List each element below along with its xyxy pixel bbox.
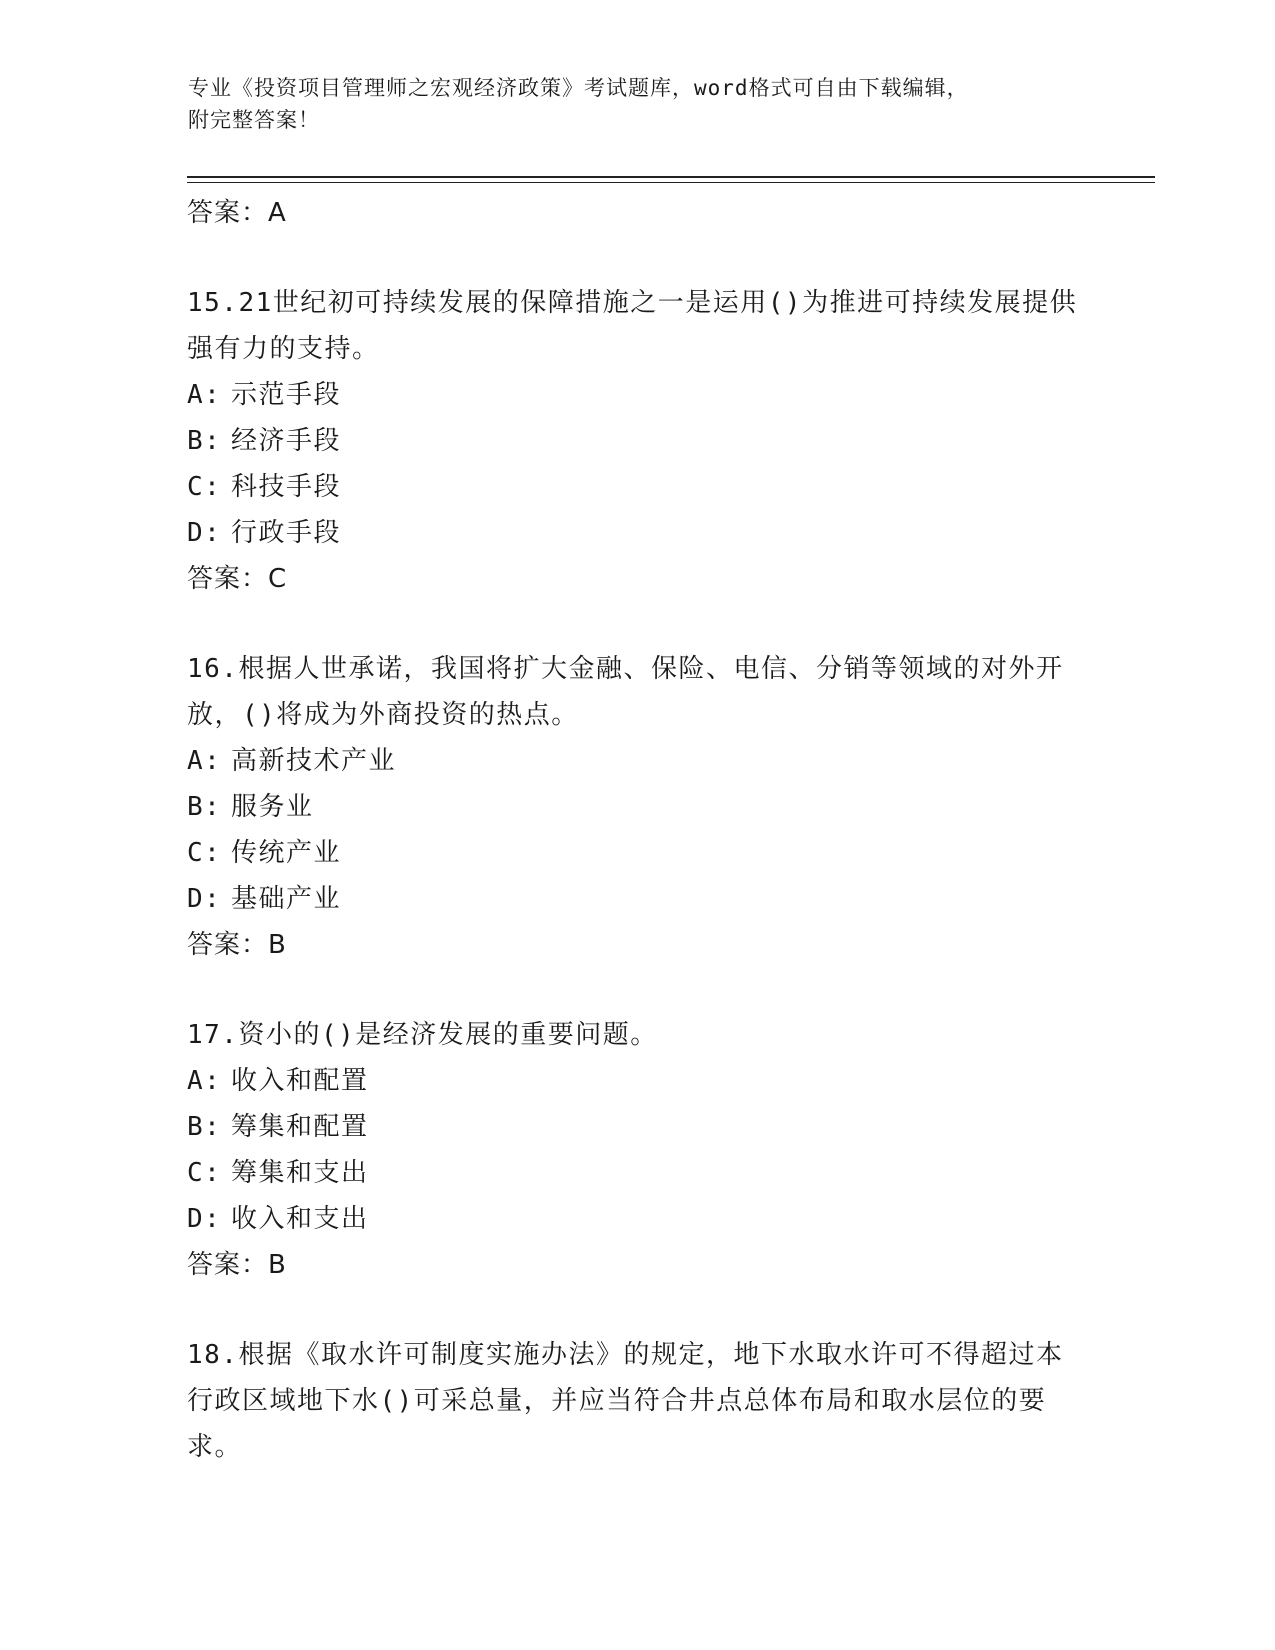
- option-key: B:: [187, 792, 222, 822]
- option-key: D:: [187, 884, 222, 914]
- question-text: [187, 1332, 1087, 1470]
- option-b: [187, 418, 1087, 464]
- option-text: 高新技术产业: [231, 746, 397, 776]
- answer-line: 答案：A: [187, 198, 287, 228]
- answer-line: 答案：C: [187, 564, 288, 594]
- question-body: 资小的()是经济发展的重要问题。: [238, 1020, 658, 1050]
- option-key: C:: [187, 1158, 222, 1188]
- option-c: [187, 464, 1087, 510]
- option-a: [187, 738, 1087, 784]
- question-body: 根据人世承诺，我国将扩大金融、保险、电信、分销等领域的对外开放，()将成为外商投资的热点。: [187, 654, 1064, 730]
- document-header: [188, 72, 1088, 136]
- question-block: [187, 1332, 1087, 1470]
- option-d: [187, 510, 1087, 556]
- option-text: 筹集和支出: [231, 1158, 369, 1188]
- option-text: 传统产业: [231, 838, 342, 868]
- question-list: [187, 190, 1087, 1470]
- question-text: [187, 280, 1087, 372]
- question-block: [187, 280, 1087, 602]
- option-text: 收入和配置: [231, 1066, 369, 1096]
- option-key: B:: [187, 426, 222, 456]
- question-block: [187, 1012, 1087, 1288]
- option-b: [187, 784, 1087, 830]
- option-a: [187, 1058, 1087, 1104]
- option-key: C:: [187, 472, 222, 502]
- option-text: 筹集和配置: [231, 1112, 369, 1142]
- header-divider-thick: [187, 176, 1155, 178]
- option-c: [187, 830, 1087, 876]
- question-number: 17.: [187, 1020, 239, 1050]
- question-block: [187, 646, 1087, 968]
- question-text: [187, 646, 1087, 738]
- option-d: [187, 876, 1087, 922]
- answer-line: 答案：B: [187, 1250, 287, 1280]
- option-key: A:: [187, 746, 222, 776]
- answer-line: 答案：B: [187, 930, 287, 960]
- option-text: 行政手段: [231, 518, 342, 548]
- option-text: 收入和支出: [231, 1204, 369, 1234]
- header-divider-thin: [187, 182, 1155, 183]
- option-text: 示范手段: [231, 380, 342, 410]
- option-text: 经济手段: [231, 426, 342, 456]
- question-number: 16.: [187, 654, 239, 684]
- question-body: 根据《取水许可制度实施办法》的规定，地下水取水许可不得超过本行政区域地下水()可采总量，并应当符合井点总体布局和取水层位的要求。: [187, 1340, 1064, 1462]
- option-text: 科技手段: [231, 472, 342, 502]
- option-text: 基础产业: [231, 884, 342, 914]
- option-key: C:: [187, 838, 222, 868]
- option-key: A:: [187, 380, 222, 410]
- option-key: D:: [187, 1204, 222, 1234]
- option-c: [187, 1150, 1087, 1196]
- option-key: D:: [187, 518, 222, 548]
- question-body: 21世纪初可持续发展的保障措施之一是运用()为推进可持续发展提供强有力的支持。: [187, 288, 1078, 364]
- option-key: B:: [187, 1112, 222, 1142]
- option-text: 服务业: [231, 792, 314, 822]
- option-b: [187, 1104, 1087, 1150]
- header-line-2: 附完整答案！: [188, 108, 320, 132]
- header-line-1: 专业《投资项目管理师之宏观经济政策》考试题库，word格式可自由下载编辑，: [188, 76, 969, 100]
- question-number: 15.: [187, 288, 239, 318]
- option-key: A:: [187, 1066, 222, 1096]
- question-number: 18.: [187, 1340, 239, 1370]
- option-a: [187, 372, 1087, 418]
- question-text: [187, 1012, 1087, 1058]
- option-d: [187, 1196, 1087, 1242]
